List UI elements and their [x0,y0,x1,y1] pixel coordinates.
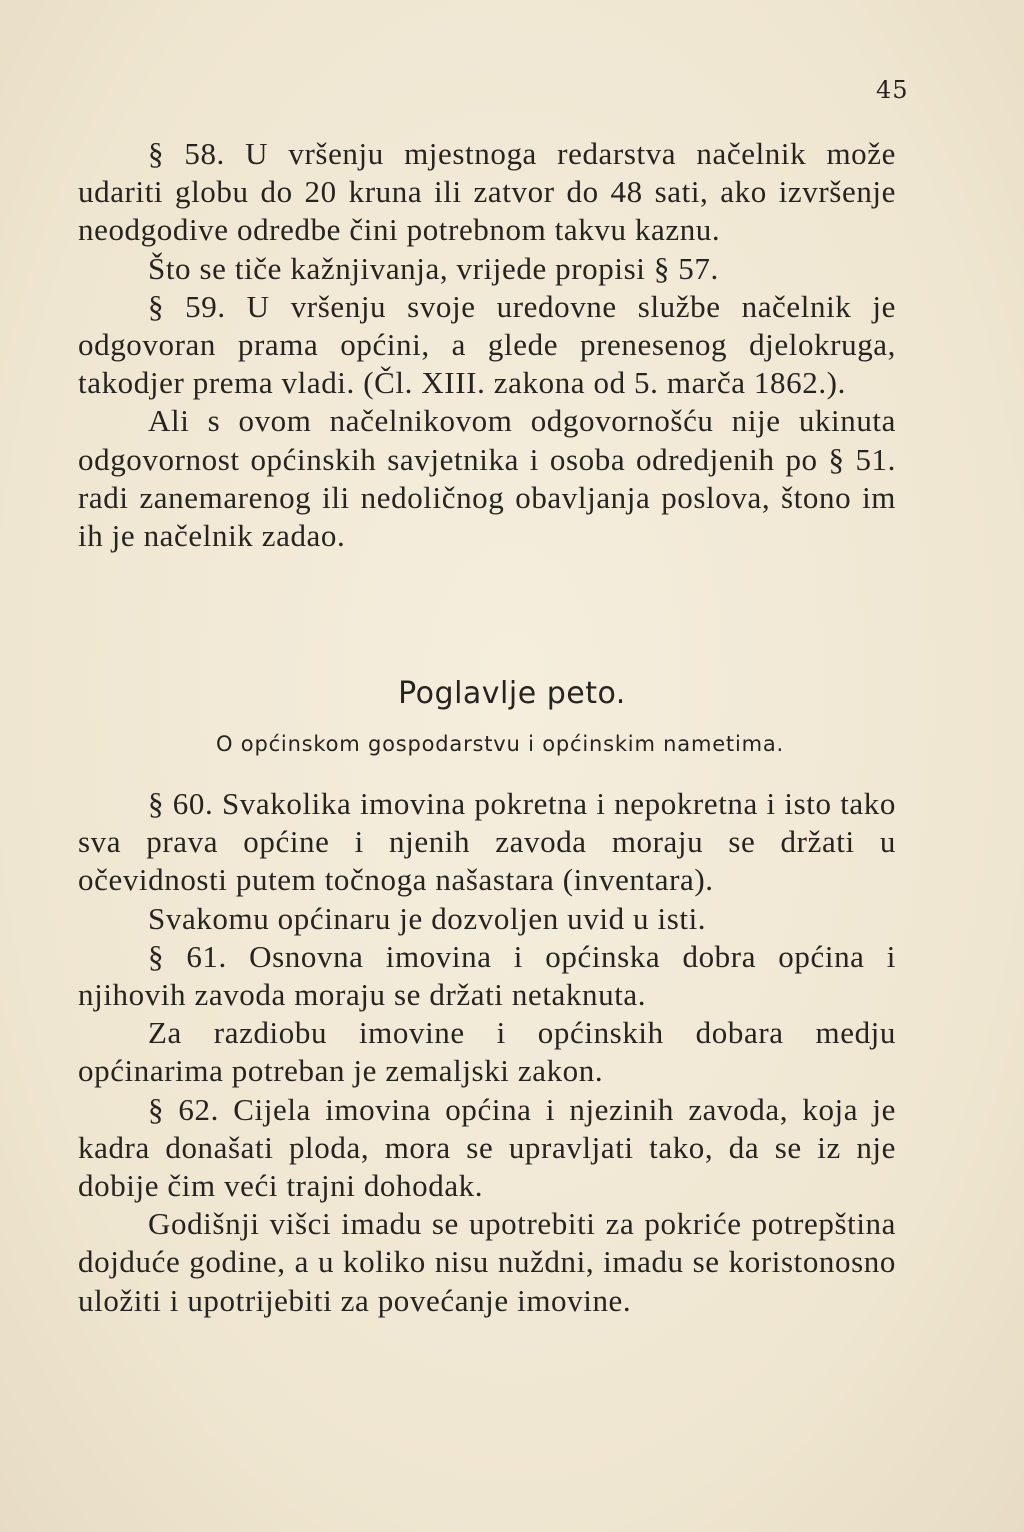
paragraph-razdioba: Za razdiobu imovine i općinskih dobara medju općinarima potreban je zemaljski zakon. [78,1015,896,1089]
paragraph-58: § 58. U vršenju mjestnoga redarstva načelnik može udariti globu do 20 kruna ili zatvor do 48 sati, ako izvršenje neodgodive odredbe čini potrebnom takvu kaznu. [78,136,896,248]
chapter-subtitle: O općinskom gospodarstvu i općinskim nametima. [216,732,784,756]
paragraph-kaznjivanje: Što se tiče kažnjivanja, vrijede propisi § 57. [148,250,719,286]
section-58-59-text [78,135,896,555]
paragraph-uvid: Svakomu općinaru je dozvoljen uvid u isti. [148,900,707,936]
paragraph-visci: Godišnji višci imadu se upotrebiti za pokriće potrepština dojduće godine, a u koliko nisu nuždni, imadu se koristonosno uložiti i upotrijebiti za povećanje imovine. [78,1206,896,1318]
chapter-title: Poglavlje peto. [398,676,626,711]
paragraph-61: § 61. Osnovna imovina i općinska dobra općina i njihovih zavoda moraju se držati netaknuta. [78,938,896,1013]
paragraph-odgovornost: Ali s ovom načelnikovom odgovornošću nije ukinuta odgovornost općinskih savjetnika i osoba odredjenih po § 51. radi zanemarenog ili nedoličnog obavljanja poslova, štono im ih je načelnik zadao. [78,403,896,554]
page-number: 45 [876,76,909,104]
section-60-62-text [78,785,896,1320]
paragraph-59: § 59. U vršenju svoje uredovne službe načelnik je odgovoran prama općini, a glede prenesenog djelokruga, takodjer prema vladi. (Čl. XIII. zakona od 5. marča 1862.). [78,288,896,401]
paragraph-60: § 60. Svakolika imovina pokretna i nepokretna i isto tako sva prava općine i njenih zavoda moraju se držati u očevidnosti putem točnoga našastara (inventara). [78,786,896,898]
paragraph-62: § 62. Cijela imovina općina i njezinih zavoda, koja je kadra donašati ploda, mora se upravljati tako, da se iz nje dobije čim veći trajni dohodak. [78,1091,896,1204]
